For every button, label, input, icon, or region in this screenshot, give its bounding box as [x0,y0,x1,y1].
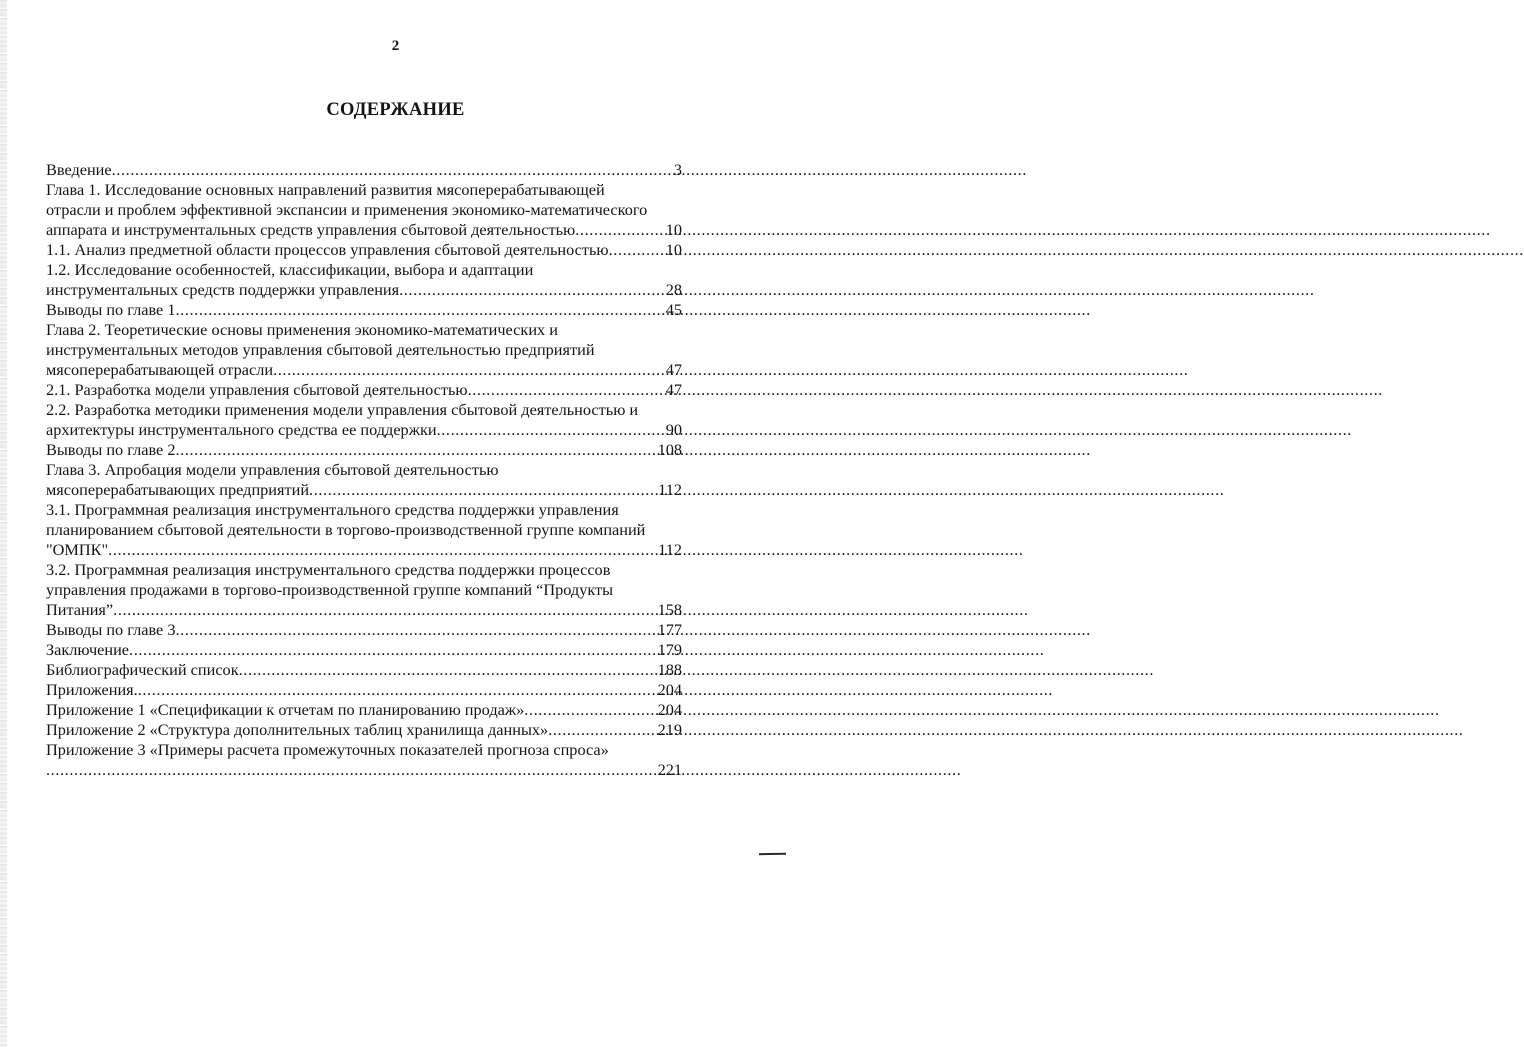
dot-leader [129,640,657,660]
dot-leader [399,280,665,300]
toc-entry-title: инструментальных средств поддержки управления [46,280,400,299]
dot-leader [112,160,673,180]
toc-entry-text-line: 2.2. Разработка методики применения модели управления сбытовой деятельностью и [46,400,639,419]
toc-entry [46,660,682,680]
toc-entry-leader-line [46,760,682,780]
toc-page-number: 28 [665,280,682,299]
toc-entry-leader-line [46,660,682,680]
scan-mark-artifact [759,853,786,855]
dot-leader [113,600,656,620]
toc-entry-text-line: 1.2. Исследование особенностей, классификации, выбора и адаптации [46,260,534,279]
toc-entry-title: мясоперерабатывающих предприятий [46,480,310,499]
scan-edge-artifact [0,0,7,1047]
toc-entry-leader-line [46,280,682,300]
toc-page-number: 108 [657,440,682,459]
toc-entry [46,620,682,640]
toc-page-number: 3 [673,160,682,179]
toc-entry-text-line: 3.1. Программная реализация инструментального средства поддержки управления [46,500,619,519]
toc-page-number: 112 [658,540,682,559]
toc-entry-leader-line [46,480,682,500]
toc-entry-leader-line [46,620,682,640]
dot-leader [468,380,665,400]
toc-page-number: 221 [657,760,682,779]
toc-entry-leader-line [46,420,682,440]
toc-entry-title: Выводы по главе 3 [46,620,176,639]
toc-page-number: 10 [665,240,682,259]
toc-page-number: 158 [657,600,682,619]
toc-entry [46,240,682,260]
dot-leader [108,540,657,560]
dot-leader [176,440,657,460]
toc-entry [46,640,682,660]
toc-page-number: 112 [658,480,682,499]
toc-entry-text-line: Глава 1. Исследование основных направлений развития мясоперерабатывающей [46,180,605,199]
toc-entry-leader-line [46,720,682,740]
page-number: 2 [391,38,400,54]
toc-page-number: 47 [665,380,682,399]
toc-entry-leader-line [46,700,682,720]
dot-leader [524,700,656,720]
toc-entry [46,680,682,700]
toc-entry [46,740,682,780]
toc-entry [46,500,682,560]
dot-leader [239,660,657,680]
toc-entry [46,320,682,380]
toc-entry-title: архитектуры инструментального средства ее поддержки [46,420,437,439]
toc-entry-leader-line [46,220,682,240]
toc-entry-title: 2.1. Разработка модели управления сбытовой деятельностью [46,380,468,399]
toc-entry-title: Выводы по главе 2 [46,440,176,459]
toc-entry-text-line: планированием сбытовой деятельности в торгово-производственной группе компаний [46,520,646,539]
toc-page-number: 204 [657,680,682,699]
dot-leader [548,720,656,740]
toc-entry-leader-line [46,380,682,400]
toc-entry-text-line: отрасли и проблем эффективной экспансии и применения экономико-математического [46,200,648,219]
dot-leader [138,680,657,700]
dot-leader [46,760,657,780]
toc-entry-leader-line [46,240,682,260]
toc-entry [46,460,682,500]
toc-page-number: 47 [665,360,682,379]
toc-entry-leader-line [46,300,682,320]
toc-entry-title: Приложения. [46,680,138,699]
dot-leader [575,220,664,240]
toc-entry-title: "ОМПК" [46,540,109,559]
toc-entry-leader-line [46,640,682,660]
toc-entry-title: аппарата и инструментальных средств управления сбытовой деятельностью [46,220,576,239]
toc-page-number: 177 [657,620,682,639]
toc-entry-text-line: Глава 2. Теоретические основы применения экономико-математических и [46,320,558,339]
toc-entry-text-line: инструментальных методов управления сбытовой деятельностью предприятий [46,340,595,359]
dot-leader [437,420,665,440]
toc-entry-text-line: Приложение 3 «Примеры расчета промежуточных показателей прогноза спроса» [46,740,609,759]
toc-entry-leader-line [46,600,682,620]
toc-entry-leader-line [46,540,682,560]
toc-entry [46,180,682,240]
toc-entry-leader-line [46,440,682,460]
dot-leader [609,240,665,260]
toc-entry-leader-line [46,360,682,380]
toc-entry [46,440,682,460]
toc-page-number: 204 [657,700,682,719]
page-title: СОДЕРЖАНИЕ [326,100,465,120]
toc-entry-leader-line [46,160,682,180]
toc-page-number: 90 [665,420,682,439]
toc-entry-leader-line [46,680,682,700]
toc-entry-text-line: Глава 3. Апробация модели управления сбытовой деятельностью [46,460,499,479]
toc-entry-title: Введение [46,160,112,179]
dot-leader [176,300,665,320]
toc-entry-text-line: управления продажами в торгово-производственной группе компаний “Продукты [46,580,614,599]
toc-entry-text-line: 3.2. Программная реализация инструментального средства поддержки процессов [46,560,611,579]
toc-page-number: 45 [665,300,682,319]
toc-entry [46,300,682,320]
toc-entry-title: Приложение 2 «Структура дополнительных таблиц хранилища данных» [46,720,549,739]
toc-page-number: 188 [657,660,682,679]
toc-entry-title: Приложение 1 «Спецификации к отчетам по планированию продаж» [46,700,525,719]
dot-leader [309,480,657,500]
dot-leader [273,360,665,380]
toc-page-number: 179 [657,640,682,659]
toc-entry-title: мясоперерабатывающей отрасли [46,360,274,379]
toc-entry [46,260,682,300]
table-of-contents [46,160,682,780]
toc-entry [46,560,682,620]
toc-entry [46,160,682,180]
toc-page-number: 219 [657,720,682,739]
toc-entry [46,400,682,440]
toc-entry-title: Питания” [46,600,114,619]
toc-entry [46,700,682,720]
toc-entry-title: Заключение [46,640,130,659]
toc-entry-title: Выводы по главе 1 [46,300,176,319]
toc-page-number: 10 [665,220,682,239]
toc-entry [46,380,682,400]
toc-entry-title: 1.1. Анализ предметной области процессов управления сбытовой деятельностью [46,240,609,259]
toc-entry [46,720,682,740]
toc-entry-title: Библиографический список [46,660,239,679]
dot-leader [176,620,657,640]
